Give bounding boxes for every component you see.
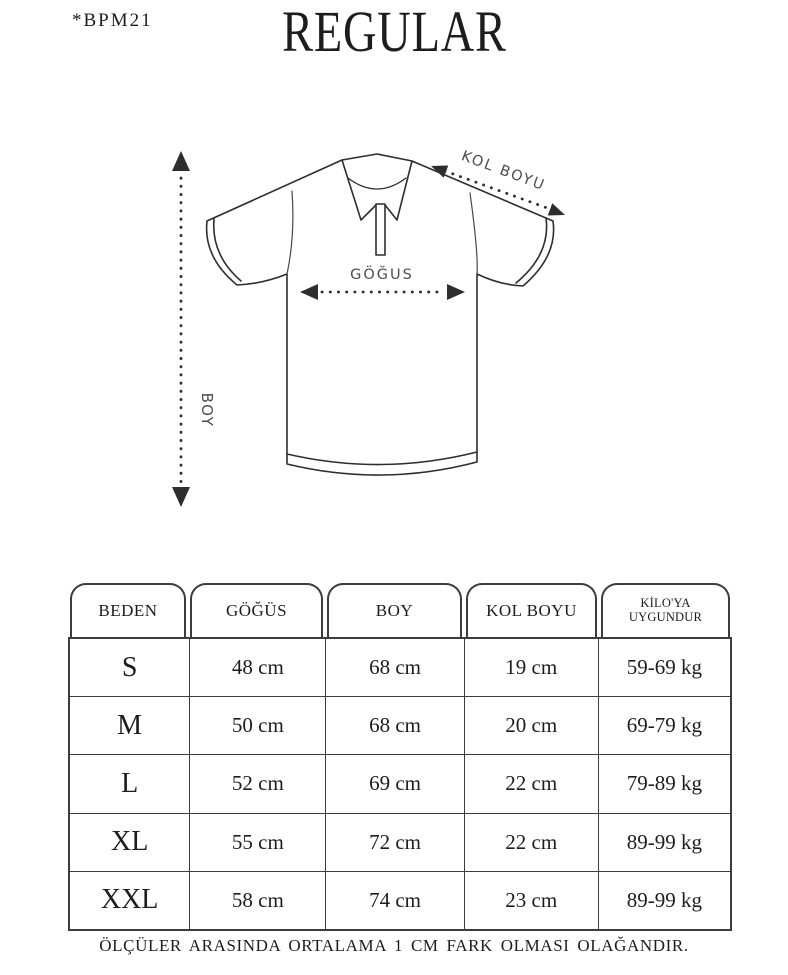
sleeve-cell: 22 cm xyxy=(464,814,598,871)
size-table-header xyxy=(68,583,732,637)
size-cell: L xyxy=(121,767,139,799)
header-sleeve xyxy=(466,583,597,637)
size-table xyxy=(68,583,732,931)
length-cell: 68 cm xyxy=(325,639,463,696)
polo-shirt-measurement-diagram xyxy=(140,138,620,530)
header-weight xyxy=(601,583,730,637)
header-length-label: BOY xyxy=(375,600,414,620)
table-row-xl xyxy=(70,813,730,871)
header-weight-line1: KİLO'YA xyxy=(640,596,691,611)
sleeve-label: KOL BOYU xyxy=(459,148,548,195)
length-cell: 69 cm xyxy=(325,755,463,812)
header-weight-line2: UYGUNDUR xyxy=(628,610,703,624)
weight-cell: 89-99 kg xyxy=(598,872,730,929)
chest-cell: 52 cm xyxy=(189,755,325,812)
sleeve-arrowhead-end xyxy=(548,203,568,221)
table-row-xxl xyxy=(70,871,730,929)
tolerance-footnote: ÖLÇÜLER ARASINDA ORTALAMA 1 CM FARK OLMASI OLAĞANDIR. xyxy=(99,936,689,955)
size-table-body xyxy=(68,637,732,931)
page-title-text: REGULAR xyxy=(281,0,507,64)
weight-cell: 89-99 kg xyxy=(598,814,730,871)
page-title xyxy=(0,0,788,65)
polo-shirt-drawing xyxy=(207,154,554,475)
length-arrowhead-top xyxy=(172,151,190,171)
length-cell: 74 cm xyxy=(325,872,463,929)
table-row-l xyxy=(70,754,730,812)
header-size xyxy=(70,583,186,637)
length-cell: 68 cm xyxy=(325,697,463,754)
polo-shirt-diagram-svg xyxy=(140,138,620,530)
table-row-m xyxy=(70,696,730,754)
length-arrow xyxy=(172,151,216,507)
length-cell: 72 cm xyxy=(325,814,463,871)
header-chest-label: GÖĞÜS xyxy=(225,600,288,620)
header-chest xyxy=(190,583,323,637)
placket xyxy=(376,204,385,255)
size-cell: XXL xyxy=(100,884,159,916)
chest-cell: 50 cm xyxy=(189,697,325,754)
chest-label: GÖĞUS xyxy=(350,267,414,283)
sleeve-cell: 20 cm xyxy=(464,697,598,754)
chest-cell: 58 cm xyxy=(189,872,325,929)
product-code: *BPM21 xyxy=(72,10,153,31)
length-arrowhead-bottom xyxy=(172,487,190,507)
size-cell: XL xyxy=(110,826,149,858)
weight-cell: 59-69 kg xyxy=(598,639,730,696)
sleeve-cell: 22 cm xyxy=(464,755,598,812)
header-sleeve-label: KOL BOYU xyxy=(486,600,577,620)
table-row-s xyxy=(70,639,730,696)
sleeve-cell: 19 cm xyxy=(464,639,598,696)
chest-cell: 48 cm xyxy=(189,639,325,696)
header-size-label: BEDEN xyxy=(98,600,158,620)
header-length xyxy=(327,583,462,637)
shirt-silhouette xyxy=(207,154,554,475)
length-label: BOY xyxy=(198,392,216,428)
size-cell: M xyxy=(117,709,143,741)
size-cell: S xyxy=(121,651,138,683)
weight-cell: 69-79 kg xyxy=(598,697,730,754)
sleeve-cell: 23 cm xyxy=(464,872,598,929)
chest-cell: 55 cm xyxy=(189,814,325,871)
weight-cell: 79-89 kg xyxy=(598,755,730,812)
